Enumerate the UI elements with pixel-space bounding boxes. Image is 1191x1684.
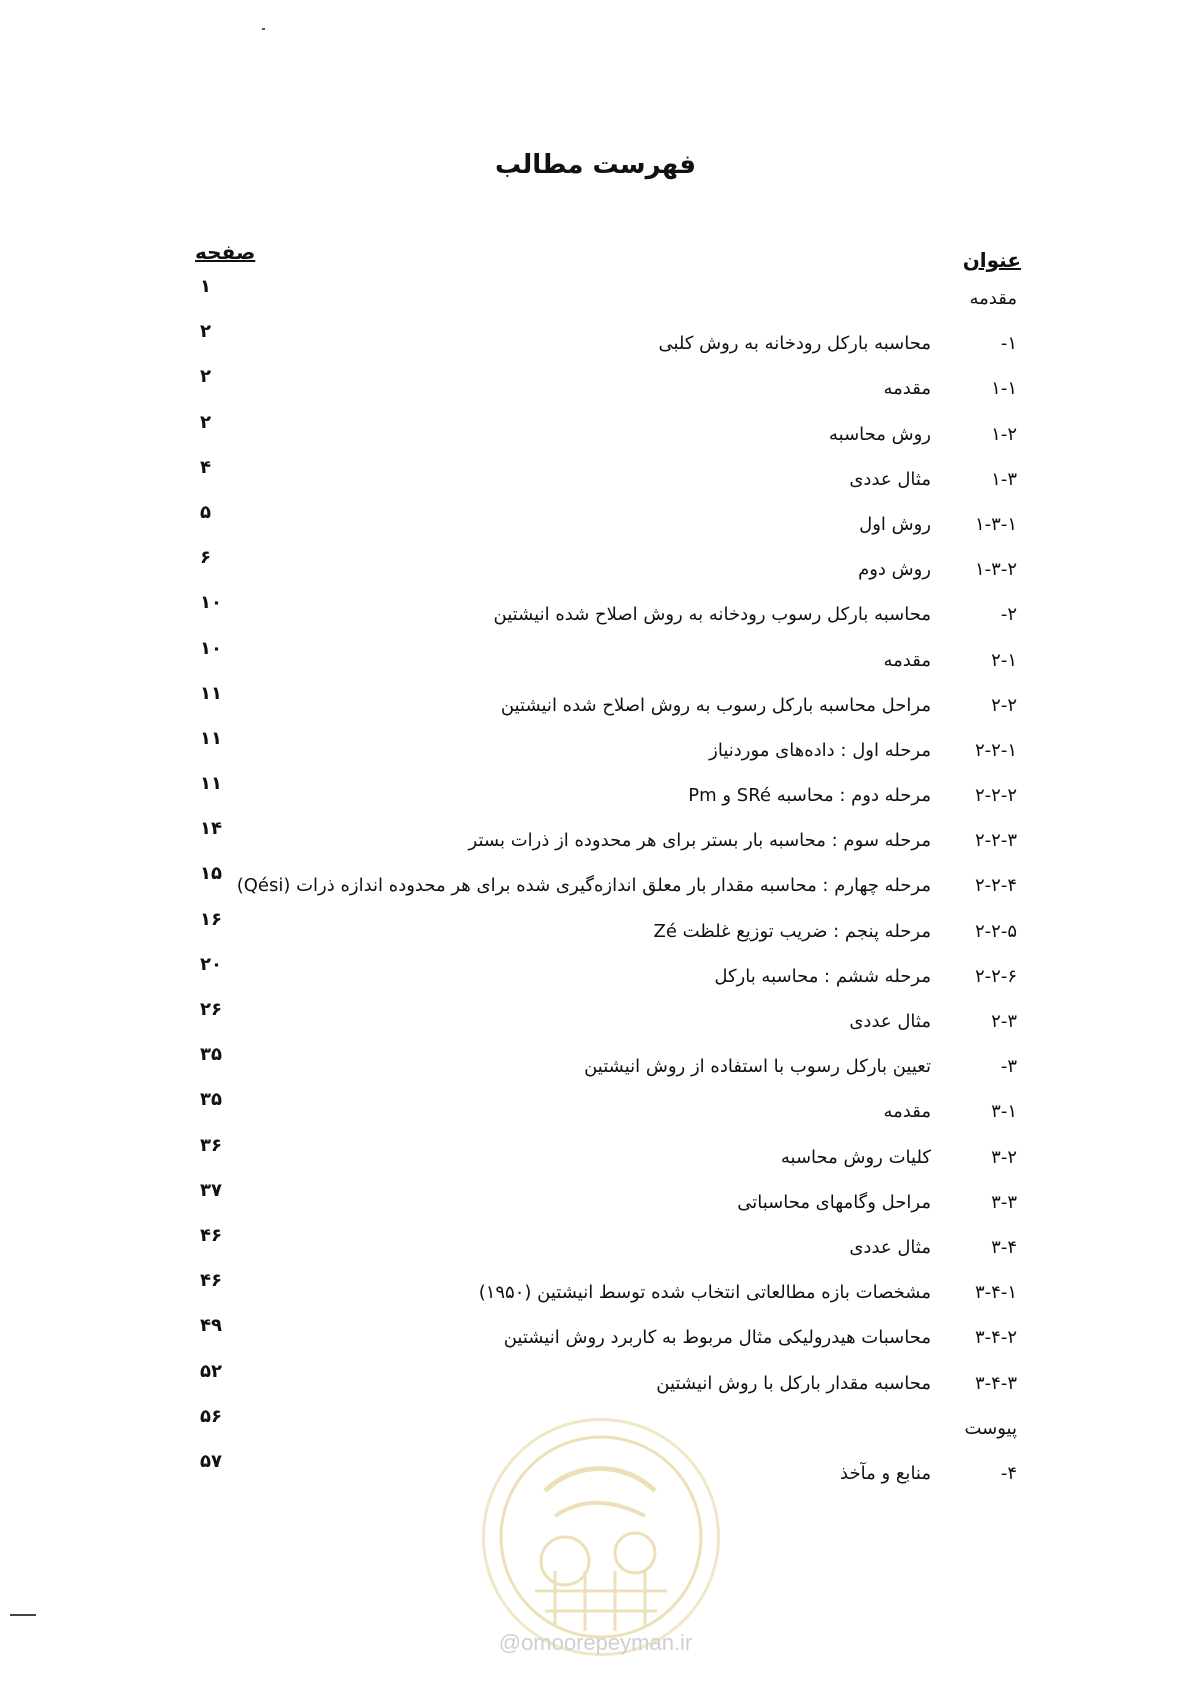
toc-entry-title: محاسبه مقدار بارکل با روش انیشتین: [656, 1372, 931, 1394]
toc-entry-title: محاسبه بارکل رسوب رودخانه به روش اصلاح شده انیشتین: [493, 604, 931, 626]
toc-entry-page: ۴۶: [200, 1224, 222, 1246]
toc-row: [0, 908, 1191, 966]
page-title: فهرست مطالب: [495, 150, 696, 180]
toc-entry-number: -۱: [1000, 333, 1017, 355]
toc-entry-title: منابع و مآخذ: [840, 1462, 931, 1484]
toc-entry-title: مثال عددی: [849, 468, 931, 490]
margin-mark: [10, 1614, 36, 1616]
toc-entry-page: ۱۴: [200, 818, 222, 840]
gear-emblem-icon: [485, 1421, 717, 1653]
toc-entry-title: مرحله چهارم : محاسبه مقدار بار معلق اندازه‌گیری شده برای هر محدوده اندازه ذرات (Qési): [236, 875, 931, 897]
toc-row: [0, 953, 1191, 1011]
toc-entry-number: ۱-۱: [991, 378, 1017, 400]
toc-entry-page: ۵۷: [200, 1450, 222, 1472]
toc-row: [0, 1044, 1191, 1101]
toc-row: [0, 366, 1191, 423]
watermark-text: @omoorepeyman.ir: [498, 1630, 693, 1655]
toc-entry-title: مثال عددی: [849, 1236, 931, 1258]
toc-entry-page: ۱۰: [200, 637, 222, 659]
column-header-title: عنوان: [962, 248, 1021, 272]
toc-entry-page: ۱: [200, 276, 211, 297]
toc-entry-title: مقدمه: [969, 288, 1017, 309]
toc-row: [0, 1315, 1191, 1372]
toc-entry-number: ۳-۴-۱: [975, 1282, 1017, 1304]
toc-entry-number: ۳-۳: [991, 1191, 1017, 1213]
toc-entry-page: ۱۰: [200, 592, 222, 614]
toc-entry-title: مرحله دوم : محاسبه SRé و Pm: [688, 785, 931, 807]
toc-entry-page: ۵۶: [200, 1405, 222, 1427]
toc-entry-page: ۱۵: [200, 863, 222, 885]
toc-entry-title: مرحله اول : داده‌های موردنیاز: [709, 739, 931, 761]
toc-entry-title: مرحله ششم : محاسبه بارکل: [714, 965, 931, 987]
toc-entry-number: ۲-۲: [991, 694, 1017, 716]
toc-entry-title: مثال عددی: [849, 1011, 931, 1032]
toc-row: [0, 999, 1191, 1056]
toc-row: [0, 276, 1191, 333]
toc-row: [0, 637, 1191, 695]
toc-entry-title: مرحله سوم : محاسبه بار بستر برای هر محدوده از ذرات بستر: [468, 830, 931, 852]
toc-entry-title: مقدمه: [883, 378, 931, 400]
toc-entry-number: ۲-۲-۴: [975, 875, 1017, 897]
toc-row: [0, 727, 1191, 785]
toc-row: [0, 863, 1191, 920]
toc-entry-title: مرحله پنجم : ضریب توزیع غلظت Zé: [653, 920, 931, 942]
toc-entry-number: ۲-۱: [991, 649, 1017, 671]
toc-entry-number: ۳-۱: [991, 1101, 1017, 1123]
toc-entry-title: مراحل محاسبه بارکل رسوب به روش اصلاح شده انیشتین: [500, 694, 931, 716]
toc-entry-page: ۴: [200, 456, 211, 478]
toc-entry-title: پیوست: [964, 1417, 1017, 1439]
toc-row: [0, 501, 1191, 559]
toc-row: [0, 1360, 1191, 1418]
toc-row: [0, 818, 1191, 875]
toc-entry-page: ۱۱: [200, 773, 222, 795]
toc-entry-page: ۳۵: [200, 1044, 222, 1066]
toc-row: [0, 456, 1191, 514]
toc-entry-number: -۲: [1000, 604, 1017, 626]
toc-entry-title: کلیات روش محاسبه: [780, 1146, 931, 1168]
toc-entry-title: روش دوم: [858, 559, 931, 581]
toc-entry-number: ۳-۴: [991, 1236, 1017, 1258]
toc-row: [0, 411, 1191, 469]
scan-mark: [262, 28, 265, 30]
toc-entry-page: ۴۶: [200, 1270, 222, 1292]
toc-entry-page: ۵۲: [200, 1360, 222, 1382]
toc-entry-title: روش محاسبه: [829, 423, 931, 445]
toc-entry-number: ۱-۲: [991, 423, 1017, 445]
toc-entry-number: ۲-۲-۱: [975, 739, 1017, 761]
toc-entry-number: ۱-۳-۱: [975, 513, 1017, 535]
toc-row: [0, 1224, 1191, 1282]
toc-entry-page: ۵: [200, 501, 211, 523]
toc-entry-title: مراحل وگامهای محاسباتی: [737, 1191, 931, 1213]
toc-entry-number: ۱-۳-۲: [975, 559, 1017, 581]
toc-list: [0, 276, 1191, 1508]
toc-entry-number: ۲-۲-۲: [975, 785, 1017, 807]
toc-entry-title: روش اول: [859, 513, 931, 535]
toc-row: [0, 1089, 1191, 1146]
toc-entry-title: محاسبه بارکل رودخانه به روش کلبی: [658, 333, 931, 355]
toc-entry-page: ۴۹: [200, 1315, 222, 1337]
toc-entry-title: مقدمه: [883, 1101, 931, 1123]
toc-entry-page: ۶: [200, 547, 211, 569]
toc-entry-page: ۳۷: [200, 1179, 222, 1201]
toc-entry-page: ۲: [200, 321, 211, 343]
toc-row: [0, 1179, 1191, 1237]
column-header-page: صفحه: [195, 240, 256, 264]
toc-entry-page: ۲۰: [200, 953, 222, 975]
toc-entry-page: ۱۱: [200, 682, 222, 704]
toc-row: [0, 1270, 1191, 1327]
toc-entry-title: مشخصات بازه مطالعاتی انتخاب شده توسط انیشتین (۱۹۵۰): [478, 1282, 931, 1304]
toc-entry-number: ۱-۳: [991, 468, 1017, 490]
toc-entry-number: -۳: [1000, 1056, 1017, 1078]
toc-row: [0, 547, 1191, 604]
toc-row: [0, 321, 1191, 378]
toc-entry-title: محاسبات هیدرولیکی مثال مربوط به کاربرد روش انیشتین: [503, 1327, 931, 1349]
watermark-stamp-logo: [482, 1418, 720, 1656]
toc-row: [0, 1134, 1191, 1192]
toc-entry-page: ۳۵: [200, 1089, 222, 1111]
toc-entry-number: ۲-۲-۶: [975, 965, 1017, 987]
toc-entry-number: ۳-۴-۳: [975, 1372, 1017, 1394]
toc-entry-number: ۲-۳: [991, 1011, 1017, 1032]
toc-entry-page: ۱۶: [200, 908, 222, 930]
toc-entry-page: ۳۶: [200, 1134, 222, 1156]
toc-entry-number: ۳-۲: [991, 1146, 1017, 1168]
toc-row: [0, 682, 1191, 740]
toc-entry-title: مقدمه: [883, 649, 931, 671]
toc-entry-number: -۴: [1000, 1462, 1017, 1484]
toc-entry-page: ۱۱: [200, 727, 222, 749]
toc-entry-title: تعیین بارکل رسوب با استفاده از روش انیشتین: [584, 1056, 931, 1078]
toc-entry-page: ۲: [200, 366, 211, 388]
toc-entry-page: ۲۶: [200, 999, 222, 1020]
toc-row: [0, 773, 1191, 830]
toc-entry-number: ۳-۴-۲: [975, 1327, 1017, 1349]
toc-entry-number: ۲-۲-۵: [975, 920, 1017, 942]
toc-row: [0, 592, 1191, 649]
toc-entry-page: ۲: [200, 411, 211, 433]
toc-entry-number: ۲-۲-۳: [975, 830, 1017, 852]
